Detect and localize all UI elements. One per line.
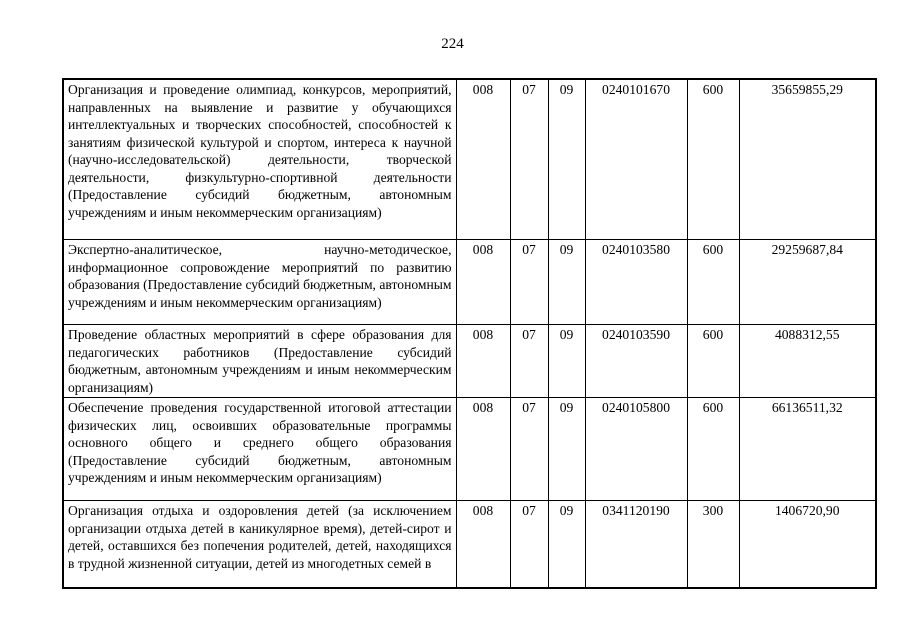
- csr-code-cell: 0240103580: [585, 240, 687, 325]
- budget-table: [62, 78, 877, 589]
- page-number: 224: [441, 36, 464, 52]
- csr-code-cell: 0341120190: [585, 501, 687, 589]
- razdel-cell: 07: [510, 79, 548, 240]
- table-row: [63, 398, 876, 501]
- podrazdel-cell: 09: [548, 79, 585, 240]
- table-row: [63, 325, 876, 398]
- grbs-code-cell: 008: [456, 79, 510, 240]
- vr-code-cell: 600: [687, 79, 739, 240]
- description-cell: Обеспечение проведения государственной итоговой аттестации физических лиц, освоивших образовательные программы основного общего и среднего общего образования (Предоставление субсидий бюджетным, автономным учреждениям и иным некоммерческим организациям): [63, 398, 456, 501]
- table-row: [63, 79, 876, 240]
- csr-code-cell: 0240105800: [585, 398, 687, 501]
- grbs-code-cell: 008: [456, 398, 510, 501]
- amount-cell: 29259687,84: [739, 240, 876, 325]
- grbs-code-cell: 008: [456, 325, 510, 398]
- description-cell: Организация и проведение олимпиад, конкурсов, мероприятий, направленных на выявление и развитие у обучающихся интеллектуальных и творческих способностей, способностей к занятиям физической культурой и спортом, интереса к научной (научно-исследовательской) деятельности, творческой деятельности, физкультурно-спортивной деятельности (Предоставление субсидий бюджетным, автономным учреждениям и иным некоммерческим организациям): [63, 79, 456, 240]
- amount-cell: 35659855,29: [739, 79, 876, 240]
- table-row: [63, 240, 876, 325]
- vr-code-cell: 300: [687, 501, 739, 589]
- description-cell: Организация отдыха и оздоровления детей (за исключением организации отдыха детей в каникулярное время), детей-сирот и детей, оставшихся без попечения родителей, детей, находящихся в трудной жизненной ситуации, детей из многодетных семей в: [63, 501, 456, 589]
- vr-code-cell: 600: [687, 325, 739, 398]
- csr-code-cell: 0240103590: [585, 325, 687, 398]
- vr-code-cell: 600: [687, 398, 739, 501]
- description-cell: Проведение областных мероприятий в сфере образования для педагогических работников (Предоставление субсидий бюджетным, автономным учреждениям и иным некоммерческим организациям): [63, 325, 456, 398]
- vr-code-cell: 600: [687, 240, 739, 325]
- razdel-cell: 07: [510, 325, 548, 398]
- grbs-code-cell: 008: [456, 501, 510, 589]
- description-cell: Экспертно-аналитическое, научно-методическое, информационное сопровождение мероприятий по развитию образования (Предоставление субсидий бюджетным, автономным учреждениям и иным некоммерческим организациям): [63, 240, 456, 325]
- grbs-code-cell: 008: [456, 240, 510, 325]
- razdel-cell: 07: [510, 240, 548, 325]
- podrazdel-cell: 09: [548, 325, 585, 398]
- razdel-cell: 07: [510, 398, 548, 501]
- podrazdel-cell: 09: [548, 398, 585, 501]
- table-row: [63, 501, 876, 589]
- amount-cell: 1406720,90: [739, 501, 876, 589]
- csr-code-cell: 0240101670: [585, 79, 687, 240]
- amount-cell: 4088312,55: [739, 325, 876, 398]
- razdel-cell: 07: [510, 501, 548, 589]
- podrazdel-cell: 09: [548, 501, 585, 589]
- podrazdel-cell: 09: [548, 240, 585, 325]
- amount-cell: 66136511,32: [739, 398, 876, 501]
